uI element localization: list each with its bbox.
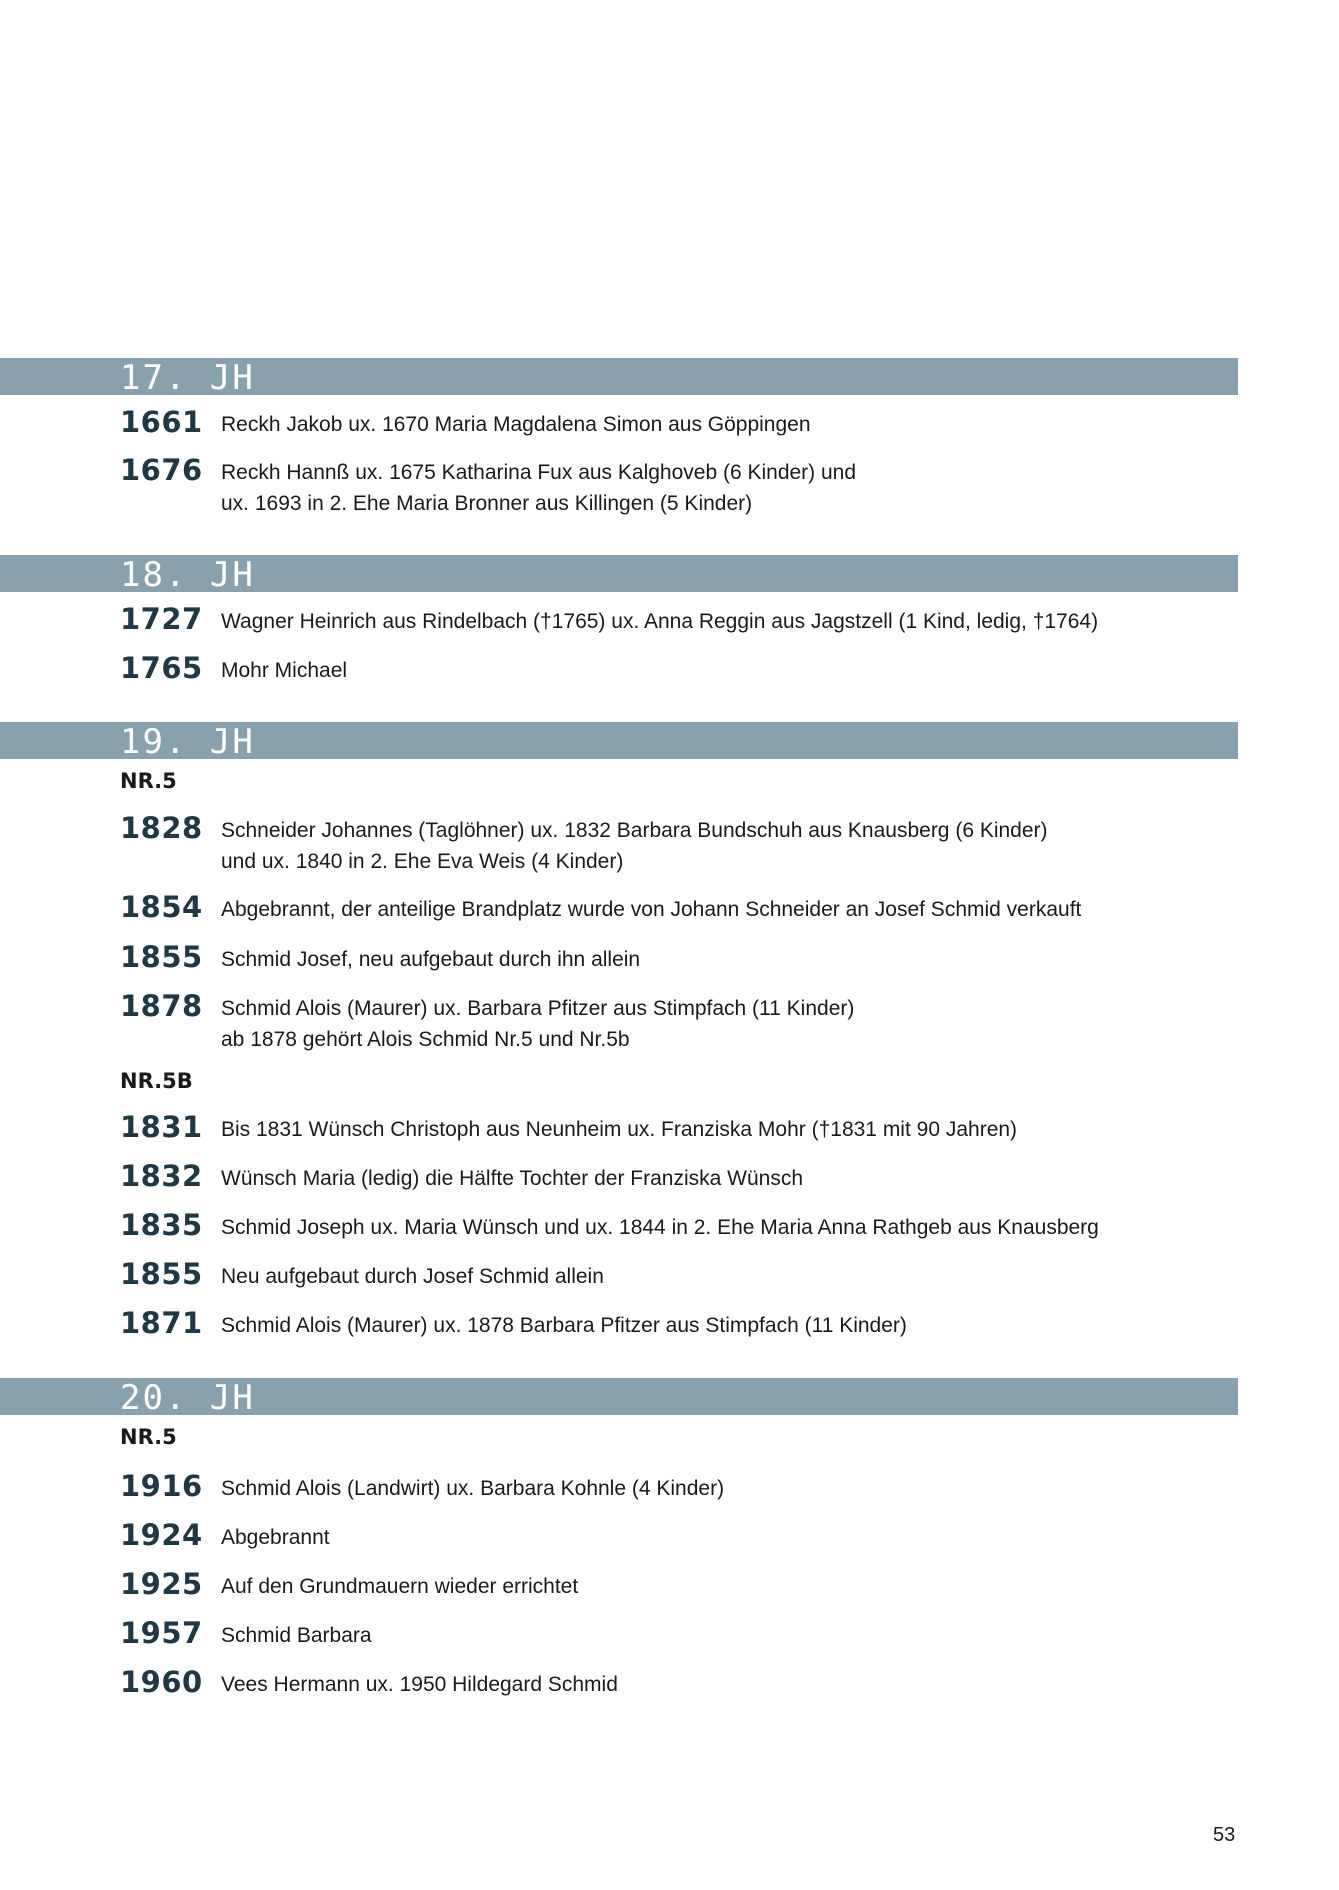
house-number-heading: NR.5B	[120, 1069, 193, 1093]
entry-text-line: Schmid Alois (Maurer) ux. 1878 Barbara Pfitzer aus Stimpfach (11 Kinder)	[221, 1314, 907, 1337]
entry-text-line: Bis 1831 Wünsch Christoph aus Neunheim ux. Franziska Mohr (†1831 mit 90 Jahren)	[221, 1118, 1018, 1141]
entry-text-line: Mohr Michael	[221, 659, 348, 682]
entry-year: 1831	[120, 1110, 203, 1144]
entry-text-line: Reckh Hannß ux. 1675 Katharina Fux aus Kalghoveb (6 Kinder) und	[221, 461, 857, 484]
entry-text	[221, 1261, 1121, 1292]
entry-text-line: Schneider Johannes (Taglöhner) ux. 1832 Barbara Bundschuh aus Knausberg (6 Kinder)	[221, 819, 1048, 842]
entry-year: 1924	[120, 1518, 203, 1552]
entry-text	[221, 1212, 1121, 1243]
entry-text-line: Schmid Alois (Landwirt) ux. Barbara Kohnle (4 Kinder)	[221, 1477, 725, 1500]
entry-text	[221, 1571, 1121, 1602]
entry-text	[221, 944, 1121, 975]
entry-text	[221, 993, 1121, 1055]
entry-text-line: Neu aufgebaut durch Josef Schmid allein	[221, 1265, 604, 1288]
entry-text	[221, 1473, 1121, 1504]
entry-year: 1855	[120, 1257, 203, 1291]
century-heading: 19. JH	[120, 722, 255, 762]
entry-text-line: Schmid Alois (Maurer) ux. Barbara Pfitzer aus Stimpfach (11 Kinder)	[221, 997, 855, 1020]
entry-year: 1878	[120, 989, 203, 1023]
entry-text-line: Vees Hermann ux. 1950 Hildegard Schmid	[221, 1673, 618, 1696]
entry-year: 1957	[120, 1616, 203, 1650]
entry-text	[221, 1620, 1121, 1651]
entry-year: 1676	[120, 453, 203, 487]
house-number-heading: NR.5	[120, 1425, 177, 1449]
entry-text	[221, 815, 1121, 877]
entry-text	[221, 606, 1121, 637]
entry-year: 1727	[120, 602, 203, 636]
century-band-17	[0, 358, 1238, 398]
entry-text-line: Schmid Josef, neu aufgebaut durch ihn allein	[221, 948, 641, 971]
entry-text-line: und ux. 1840 in 2. Ehe Eva Weis (4 Kinder)	[221, 850, 624, 873]
entry-text	[221, 655, 1121, 686]
entry-text-line: ab 1878 gehört Alois Schmid Nr.5 und Nr.5b	[221, 1028, 630, 1051]
entry-year: 1925	[120, 1567, 203, 1601]
entry-text	[221, 1310, 1121, 1341]
entry-year: 1854	[120, 890, 203, 924]
entry-year: 1765	[120, 651, 203, 685]
entry-text	[221, 457, 1121, 519]
entry-text-line: Schmid Barbara	[221, 1624, 372, 1647]
entry-text	[221, 1522, 1121, 1553]
entry-text-line: Schmid Joseph ux. Maria Wünsch und ux. 1844 in 2. Ehe Maria Anna Rathgeb aus Knausberg	[221, 1216, 1099, 1239]
entry-year: 1871	[120, 1306, 203, 1340]
entry-year: 1661	[120, 405, 203, 439]
entry-text-line: Wagner Heinrich aus Rindelbach (†1765) ux. Anna Reggin aus Jagstzell (1 Kind, ledig, †1764)	[221, 610, 1099, 633]
entry-text-line: Abgebrannt, der anteilige Brandplatz wurde von Johann Schneider an Josef Schmid verkauft	[221, 898, 1082, 921]
entry-text	[221, 894, 1121, 925]
entry-year: 1828	[120, 811, 203, 845]
entry-text	[221, 1114, 1121, 1145]
entry-year: 1855	[120, 940, 203, 974]
entry-year: 1835	[120, 1208, 203, 1242]
entry-year: 1832	[120, 1159, 203, 1193]
entry-text-line: ux. 1693 in 2. Ehe Maria Bronner aus Killingen (5 Kinder)	[221, 492, 753, 515]
entry-year: 1916	[120, 1469, 203, 1503]
entry-text-line: Auf den Grundmauern wieder errichtet	[221, 1575, 579, 1598]
entry-year: 1960	[120, 1665, 203, 1699]
century-band-20	[0, 1378, 1238, 1418]
century-heading: 20. JH	[120, 1378, 255, 1418]
entry-text	[221, 1669, 1121, 1700]
entry-text-line: Wünsch Maria (ledig) die Hälfte Tochter der Franziska Wünsch	[221, 1167, 804, 1190]
century-band-18	[0, 555, 1238, 595]
century-band-19	[0, 722, 1238, 762]
entry-text-line: Reckh Jakob ux. 1670 Maria Magdalena Simon aus Göppingen	[221, 413, 811, 436]
house-number-heading: NR.5	[120, 769, 177, 793]
entry-text	[221, 1163, 1121, 1194]
page-number: 53	[1213, 1824, 1236, 1846]
entry-text	[221, 409, 1121, 440]
century-heading: 17. JH	[120, 358, 255, 398]
entry-text-line: Abgebrannt	[221, 1526, 330, 1549]
century-heading: 18. JH	[120, 555, 255, 595]
